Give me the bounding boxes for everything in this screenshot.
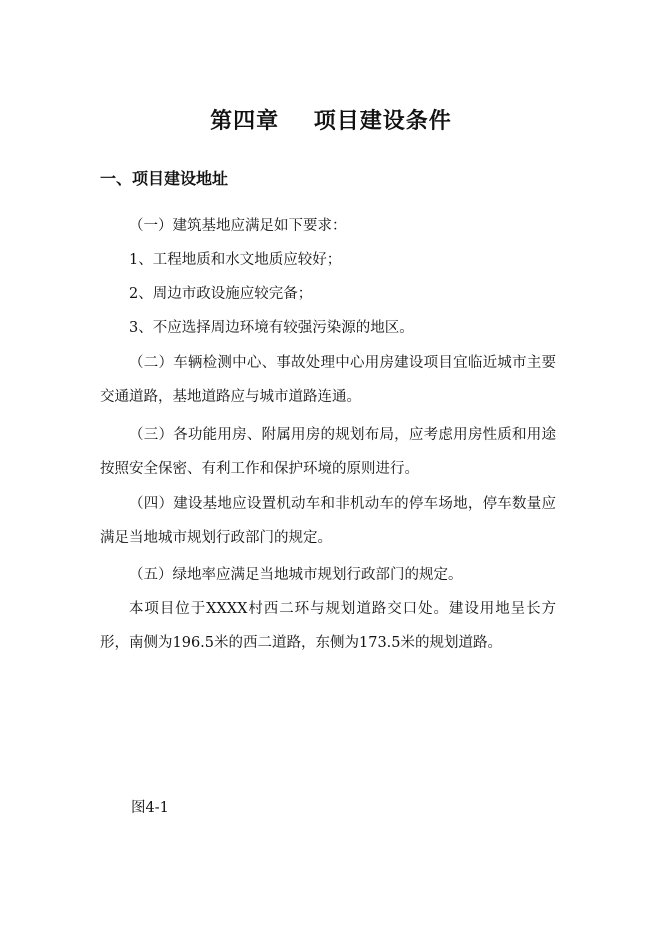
paragraph-requirement-1: 1、工程地质和水文地质应较好； [129,252,342,268]
paragraph-requirement-3: 3、不应选择周边环境有较强污染源的地区。 [129,320,414,336]
figure-label: 图4-1 [131,800,169,816]
paragraph-clause-4: （四）建设基地应设置机动车和非机动车的停车场地，停车数量应满足当地城市规划行政部门的规定。 [100,496,556,546]
paragraph-clause-2: （二）车辆检测中心、事故处理中心用房建设项目宜临近城市主要交通道路，基地道路应与城市道路连通。 [100,355,556,405]
section-heading: 一、项目建设地址 [100,169,229,188]
paragraph-project-location: 本项目位于XXXX村西二环与规划道路交口处。建设用地呈长方形，南侧为196.5米的西二道路，东侧为173.5米的规划道路。 [100,601,556,651]
paragraph-clause-5: （五）绿地率应满足当地城市规划行政部门的规定。 [129,567,463,583]
chapter-title: 第四章 项目建设条件 [210,109,452,134]
paragraph-clause-3: （三）各功能用房、附属用房的规划布局，应考虑用房性质和用途按照安全保密、有利工作和保护环境的原则进行。 [100,427,556,477]
paragraph-requirement-2: 2、周边市政设施应较完备； [129,286,313,302]
paragraph-requirements-intro: （一）建筑基地应满足如下要求： [129,218,347,234]
